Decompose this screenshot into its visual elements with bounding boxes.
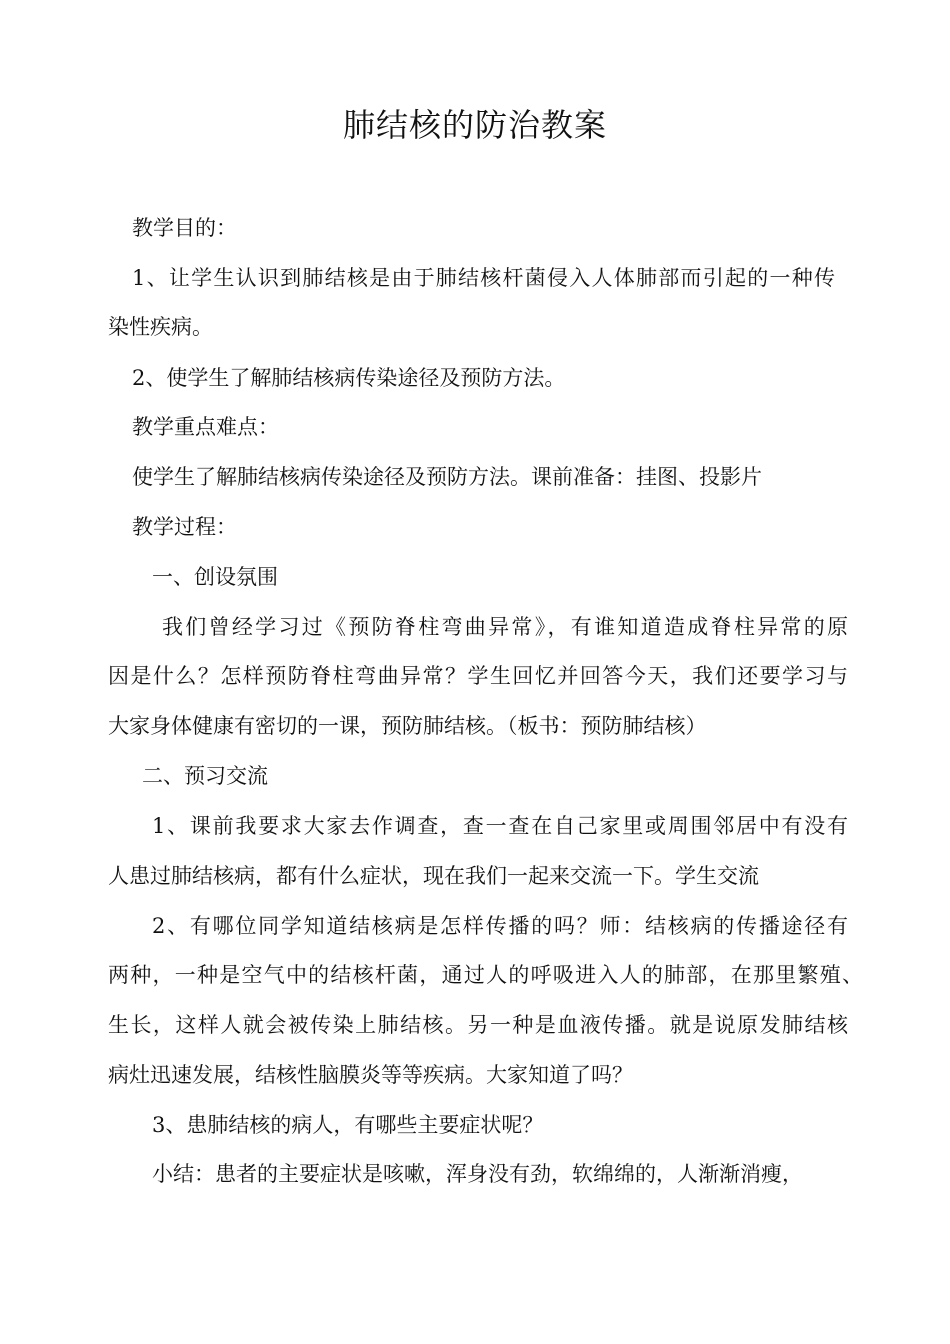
paragraph-line: 使学生了解肺结核病传染途径及预防方法。课前准备：挂图、投影片 xyxy=(132,465,762,489)
paragraph-line: 病灶迅速发展，结核性脑膜炎等等疾病。大家知道了吗？ xyxy=(108,1063,633,1087)
paragraph-line: 两种，一种是空气中的结核杆菌，通过人的呼吸进入人的肺部，在那里繁殖、 xyxy=(108,963,863,987)
section-heading-1: 一、创设氛围 xyxy=(152,565,278,589)
section-heading-2: 二、预习交流 xyxy=(142,764,268,788)
heading-key-points: 教学重点难点： xyxy=(132,415,279,439)
paragraph-line: 2、使学生了解肺结核病传染途径及预防方法。 xyxy=(132,366,566,390)
paragraph-line: 小结：患者的主要症状是咳嗽，浑身没有劲，软绵绵的，人渐渐消瘦， xyxy=(152,1162,803,1186)
paragraph-line: 因是什么？怎样预防脊柱弯曲异常？学生回忆并回答今天，我们还要学习与 xyxy=(108,664,848,688)
paragraph-line: 1、课前我要求大家去作调查，查一查在自己家里或周围邻居中有没有 xyxy=(152,814,848,838)
page-title: 肺结核的防治教案 xyxy=(342,106,607,144)
paragraph-line: 我们曾经学习过《预防脊柱弯曲异常》，有谁知道造成脊柱异常的原 xyxy=(162,615,848,639)
paragraph-line: 染性疾病。 xyxy=(108,315,213,339)
heading-teaching-process: 教学过程： xyxy=(132,515,237,539)
paragraph-line: 2、有哪位同学知道结核病是怎样传播的吗？师：结核病的传播途径有 xyxy=(152,914,848,938)
paragraph-line: 人患过肺结核病，都有什么症状，现在我们一起来交流一下。学生交流 xyxy=(108,864,759,888)
paragraph-line: 1、让学生认识到肺结核是由于肺结核杆菌侵入人体肺部而引起的一种传 xyxy=(132,266,835,290)
paragraph-line: 生长，这样人就会被传染上肺结核。另一种是血液传播。就是说原发肺结核 xyxy=(108,1013,848,1037)
paragraph-line: 3、患肺结核的病人，有哪些主要症状呢？ xyxy=(152,1113,544,1137)
paragraph-line: 大家身体健康有密切的一课，预防肺结核。（板书：预防肺结核） xyxy=(108,714,707,738)
heading-teaching-goals: 教学目的： xyxy=(132,216,237,240)
